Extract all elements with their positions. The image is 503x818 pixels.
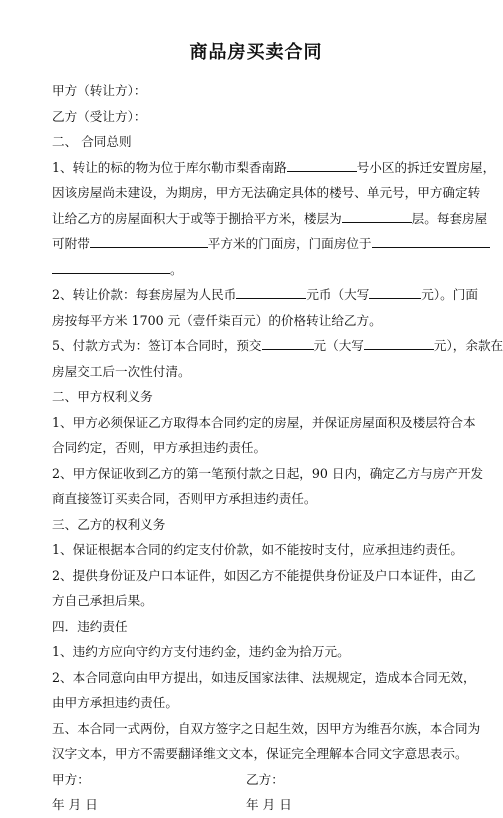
party-b-line: 乙方（受让方）： (52, 108, 147, 124)
clause-text: 元（大写 (313, 338, 364, 353)
party-b-clause-2-line-2: 方自己承担后果。 (52, 593, 153, 608)
party-b-clause-2-line-1: 2、提供身份证及户口本证件，如因乙方不能提供身份证及户口本证件，由乙 (52, 567, 476, 583)
clause-2-line-1 (52, 282, 478, 308)
clause-text: 平方米的门面房，门面房位于 (207, 236, 372, 251)
blank-field[interactable] (90, 234, 208, 248)
blank-field[interactable] (262, 336, 314, 350)
clause-5-line-2: 房屋交工后一次性付清。 (52, 363, 191, 379)
section-party-b-heading: 三、乙方的权利义务 (52, 516, 166, 532)
party-b-clause-1: 1、保证根据本合同的约定支付价款，如不能按时支付，应承担违约责任。 (52, 542, 464, 557)
section-five-line-1: 五、本合同一式两份，自双方签字之日起生效，因甲方为维吾尔族，本合同为 (52, 720, 481, 736)
section-five-line-2: 汉字文本，甲方不需要翻译维文文本，保证完全理解本合同文字意思表示。 (52, 746, 468, 761)
clause-1-line-1 (52, 155, 496, 181)
clause-text: 2、转让价款：每套房屋为人民币 (52, 287, 237, 302)
clause-text: 5、付款方式为：签订本合同时，预交 (52, 338, 262, 353)
breach-clause-1: 1、违约方应向守约方支付违约金，违约金为拾万元。 (52, 644, 350, 659)
party-a-clause-2-line-1: 2、甲方保证收到乙方的第一笔预付款之日起，90 日内，确定乙方与房产开发 (52, 465, 484, 481)
section-party-a-heading: 二、甲方权利义务 (52, 389, 153, 404)
blank-field[interactable] (52, 260, 170, 274)
clause-text: 号小区的拆迁安置房屋， (356, 159, 496, 175)
clause-text: 1、转让的标的物为位于库尔勒市梨香南路 (52, 159, 287, 175)
clause-text: 元）。门面 (421, 287, 478, 302)
party-a-clause-1-line-2: 合同约定，否则，甲方承担违约责任。 (52, 440, 267, 455)
section-general-heading: 二、 合同总则 (52, 134, 132, 149)
clause-1-line-5 (52, 257, 460, 283)
breach-clause-2-line-2: 由甲方承担违约责任。 (52, 695, 178, 710)
blank-field[interactable] (372, 234, 490, 248)
party-a-clause-2-line-2: 商直接签订买卖合同，否则甲方承担违约责任。 (52, 491, 317, 506)
blank-field[interactable] (369, 285, 421, 299)
party-b-date: 年 月 日 (246, 797, 292, 812)
clause-text: 层。每套房屋 (411, 210, 488, 226)
breach-clause-2-line-1: 2、本合同意向由甲方提出，如违反国家法律、法规规定，造成本合同无效， (52, 669, 476, 685)
clause-text: 。 (170, 261, 183, 277)
party-a-signature-label: 甲方： (52, 771, 90, 787)
clause-text: 元），余款在 (433, 338, 503, 353)
date-row (52, 792, 460, 818)
clause-text: 元币（大写 (306, 287, 370, 302)
signature-row (52, 767, 460, 793)
party-a-line: 甲方（转让方）： (52, 83, 147, 98)
party-a-clause-1-line-1: 1、甲方必须保证乙方取得本合同约定的房屋，并保证房屋面积及楼层符合本 (52, 414, 476, 430)
page-title: 商品房买卖合同 (189, 42, 323, 63)
section-breach-heading: 四．违约责任 (52, 618, 128, 634)
blank-field[interactable] (342, 209, 412, 223)
party-b-signature-label: 乙方： (246, 771, 284, 787)
blank-field[interactable] (364, 336, 434, 350)
clause-2-line-2: 房按每平方米 1700 元（壹仟柒百元）的价格转让给乙方。 (52, 312, 382, 328)
clause-1-line-4 (52, 231, 460, 257)
clause-text: 让给乙方的房屋面积大于或等于捌拾平方米，楼层为 (52, 210, 342, 226)
clause-1-line-2: 因该房屋尚未建设，为期房，甲方无法确定具体的楼号、单元号，甲方确定转 (52, 185, 481, 200)
blank-field[interactable] (287, 158, 357, 172)
blank-field[interactable] (236, 285, 306, 299)
clause-5-line-1 (52, 333, 503, 359)
clause-text: 可附带 (52, 236, 90, 251)
clause-1-line-3 (52, 206, 488, 232)
party-a-date: 年 月 日 (52, 797, 98, 812)
